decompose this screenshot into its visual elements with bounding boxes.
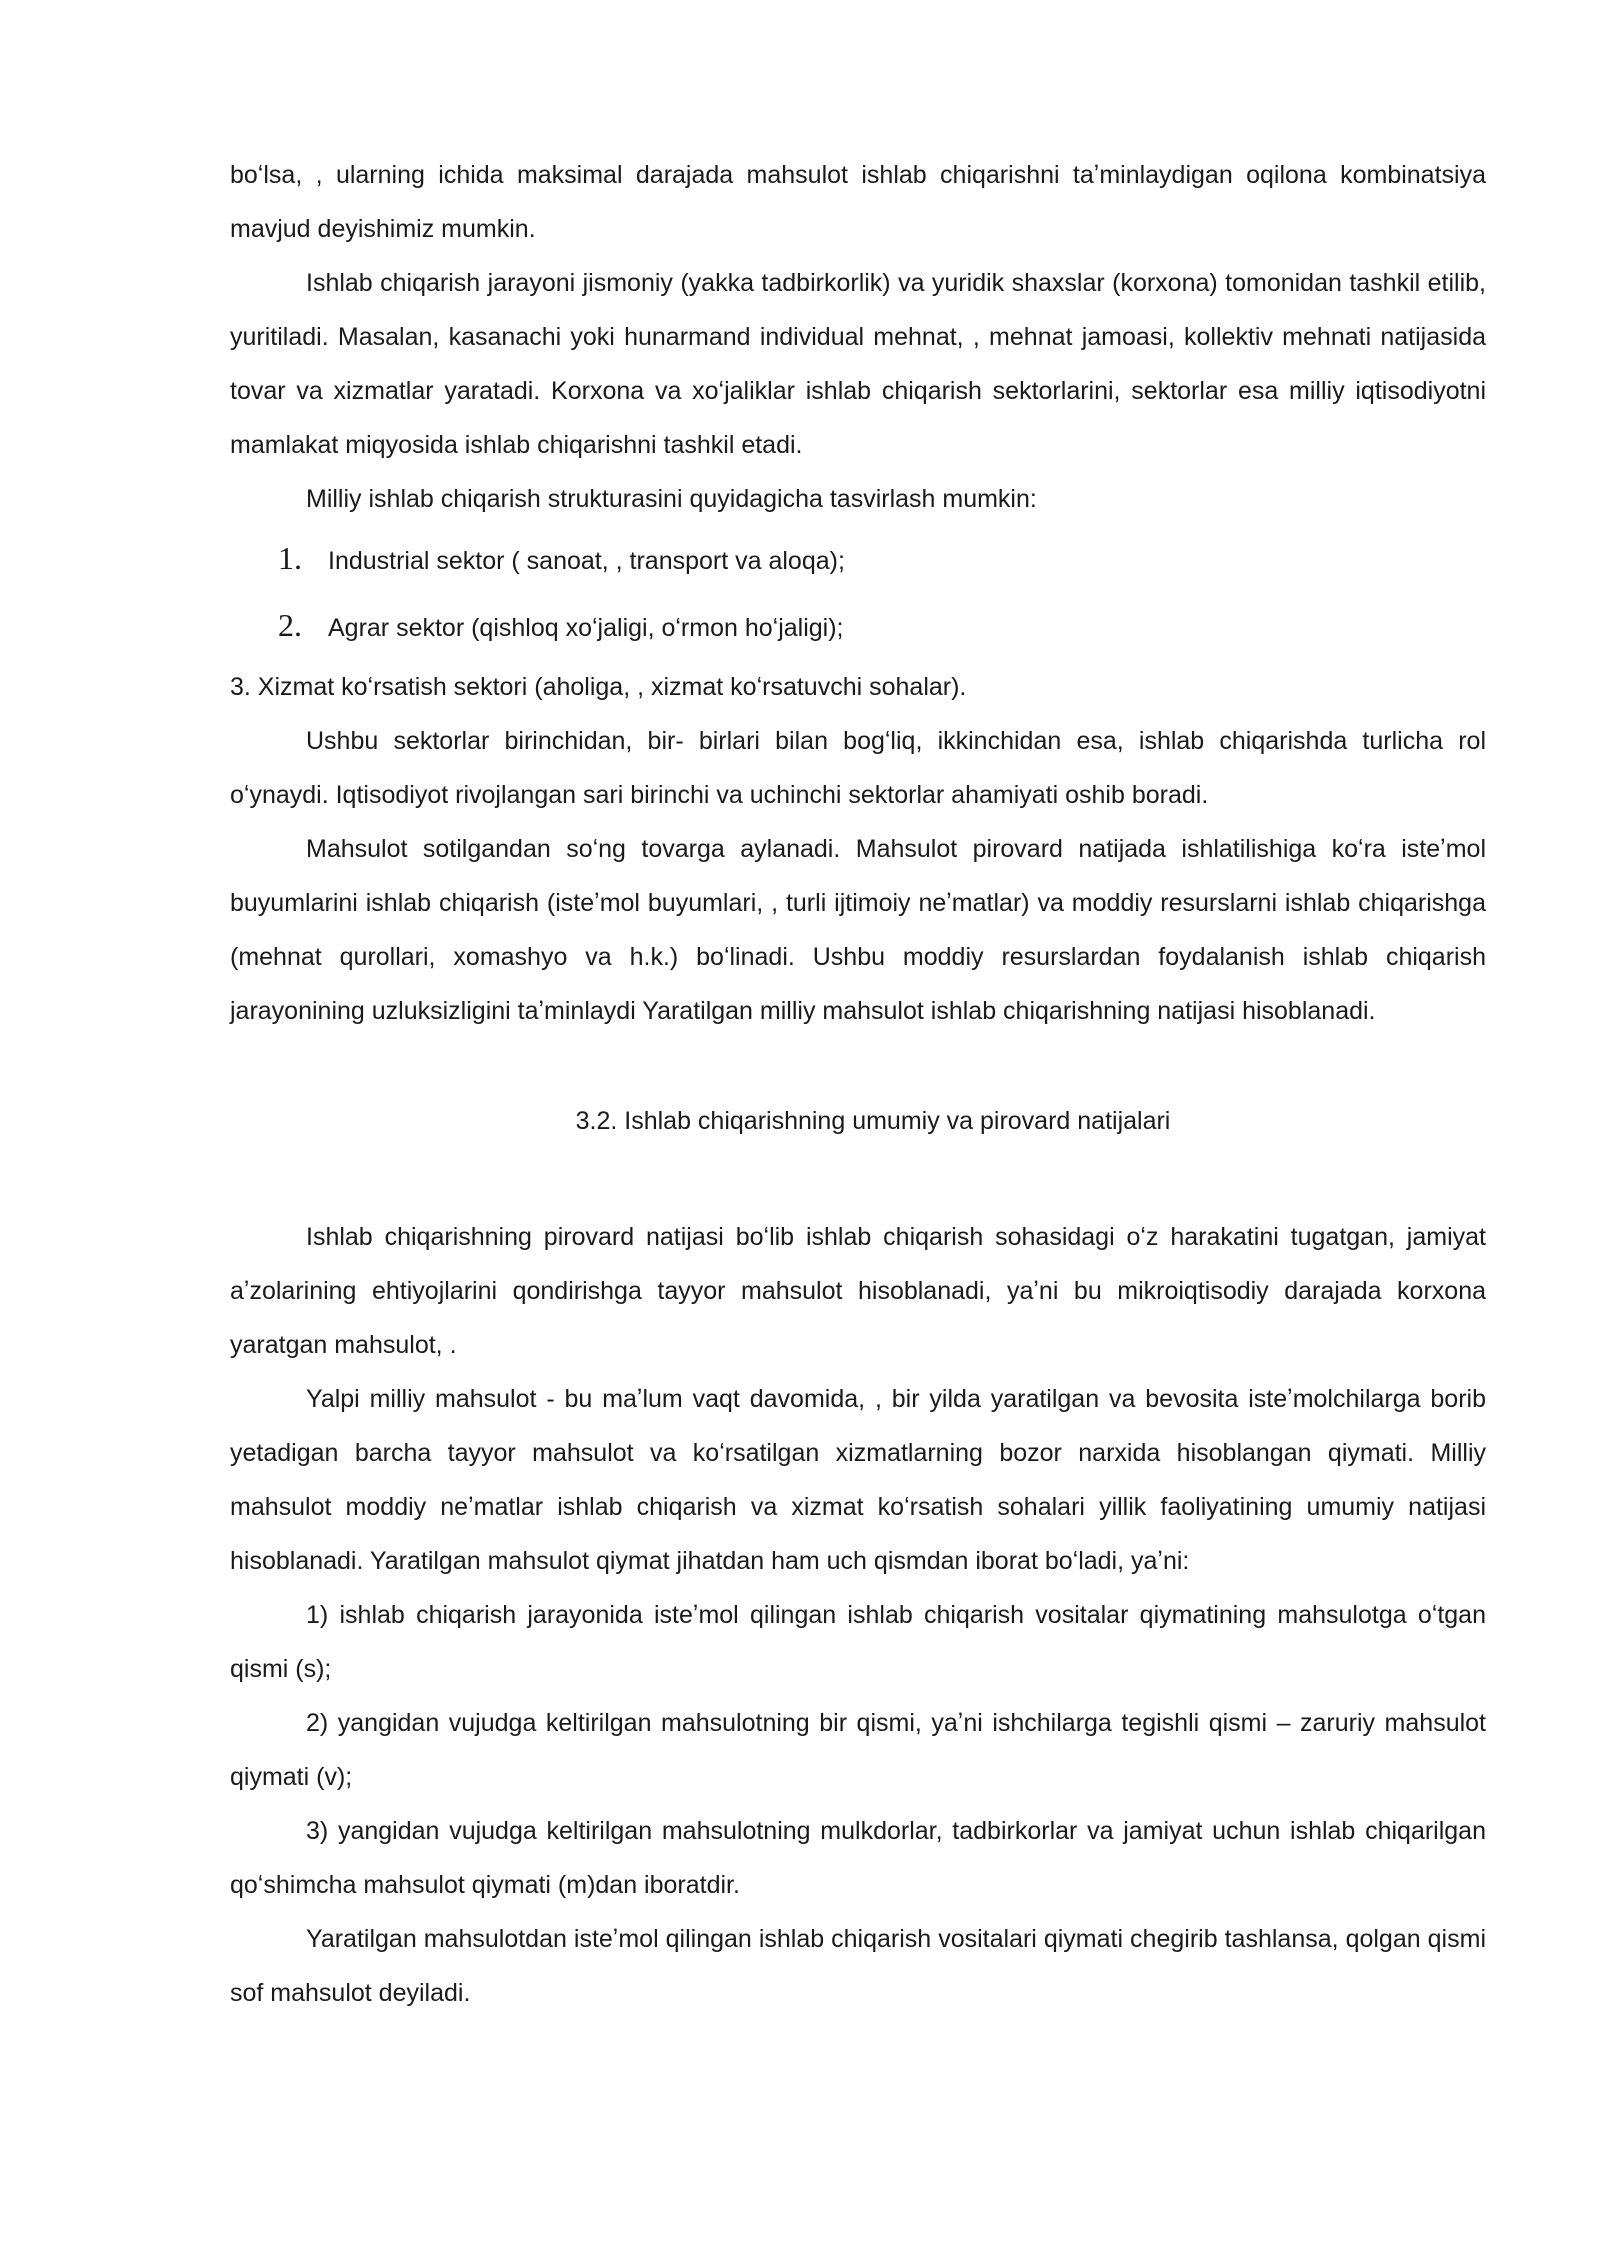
- list-number: 1.: [278, 540, 302, 576]
- list-text: Agrar sektor (qishloq xoʻjaligi, oʻrmon hoʻjaligi);: [328, 614, 844, 642]
- document-page: [230, 148, 1486, 2020]
- paragraph: Yaratilgan mahsulotdan isteʼmol qilingan ishlab chiqarish vositalari qiymati chegirib tashlansa, qolgan qismi sof mahsulot deyiladi.: [230, 1925, 1486, 2007]
- list-item: [230, 593, 1486, 660]
- paragraph: 2) yangidan vujudga keltirilgan mahsulotning bir qismi, yaʼni ishchilarga tegishli qismi – zaruriy mahsulot qiymati (v);: [230, 1709, 1486, 1791]
- paragraph: Ishlab chiqarish jarayoni jismoniy (yakka tadbirkorlik) va yuridik shaxslar (korxona) tomonidan tashkil etilib, yuritiladi. Masalan, kasanachi yoki hunarmand individual mehnat, , mehnat jamoasi, kollektiv mehnati natijasida tovar va xizmatlar yaratadi. Korxona va xoʻjaliklar ishlab chiqarish sektorlarini, sektorlar esa milliy iqtisodiyotni mamlakat miqyosida ishlab chiqarishni tashkil etadi.: [230, 269, 1486, 459]
- paragraph: Ishlab chiqarishning pirovard natijasi boʻlib ishlab chiqarish sohasidagi oʻz harakatini tugatgan, jamiyat aʼzolarining ehtiyojlarini qondirishga tayyor mahsulot hisoblanadi, yaʼni bu mikroiqtisodiy darajada korxona yaratgan mahsulot, .: [230, 1223, 1486, 1359]
- list-text: Industrial sektor ( sanoat, , transport va aloqa);: [328, 547, 845, 575]
- paragraph: 3) yangidan vujudga keltirilgan mahsulotning mulkdorlar, tadbirkorlar va jamiyat uchun ishlab chiqarilgan qoʻshimcha mahsulot qiymati (m)dan iboratdir.: [230, 1817, 1486, 1899]
- paragraph: Ushbu sektorlar birinchidan, bir- birlari bilan bogʻliq, ikkinchidan esa, ishlab chiqarishda turlicha rol oʻynaydi. Iqtisodiyot rivojlangan sari birinchi va uchinchi sektorlar ahamiyati oshib boradi.: [230, 727, 1486, 809]
- paragraph: Mahsulot sotilgandan soʻng tovarga aylanadi. Mahsulot pirovard natijada ishlatilishiga koʻra isteʼmol buyumlarini ishlab chiqarish (isteʼmol buyumlari, , turli ijtimoiy neʼmatlar) va moddiy resurslarni ishlab chiqarishga (mehnat qurollari, xomashyo va h.k.) boʻlinadi. Ushbu moddiy resurslardan foydalanish ishlab chiqarish jarayonining uzluksizligini taʼminlaydi Yaratilgan milliy mahsulot ishlab chiqarishning natijasi hisoblanadi.: [230, 835, 1486, 1025]
- list-item: [230, 526, 1486, 593]
- paragraph: 1) ishlab chiqarish jarayonida isteʼmol qilingan ishlab chiqarish vositalar qiymatining mahsulotga oʻtgan qismi (s);: [230, 1601, 1486, 1683]
- list-number: 2.: [278, 607, 302, 643]
- paragraph: Milliy ishlab chiqarish strukturasini quyidagicha tasvirlash mumkin:: [306, 485, 1037, 513]
- paragraph: Yalpi milliy mahsulot - bu maʼlum vaqt davomida, , bir yilda yaratilgan va bevosita isteʼmolchilarga borib yetadigan barcha tayyor mahsulot va koʻrsatilgan xizmatlarning bozor narxida hisoblangan qiymati. Milliy mahsulot moddiy neʼmatlar ishlab chiqarish va xizmat koʻrsatish sohalari yillik faoliyatining umumiy natijasi hisoblanadi. Yaratilgan mahsulot qiymat jihatdan ham uch qismdan iborat boʻladi, yaʼni:: [230, 1385, 1486, 1575]
- list-item: 3. Xizmat koʻrsatish sektori (aholiga, , xizmat koʻrsatuvchi sohalar).: [230, 673, 967, 701]
- paragraph: boʻlsa, , ularning ichida maksimal darajada mahsulot ishlab chiqarishni taʼminlaydigan oqilona kombinatsiya mavjud deyishimiz mumkin.: [230, 161, 1486, 243]
- section-heading: 3.2. Ishlab chiqarishning umumiy va pirovard natijalari: [575, 1107, 1171, 1135]
